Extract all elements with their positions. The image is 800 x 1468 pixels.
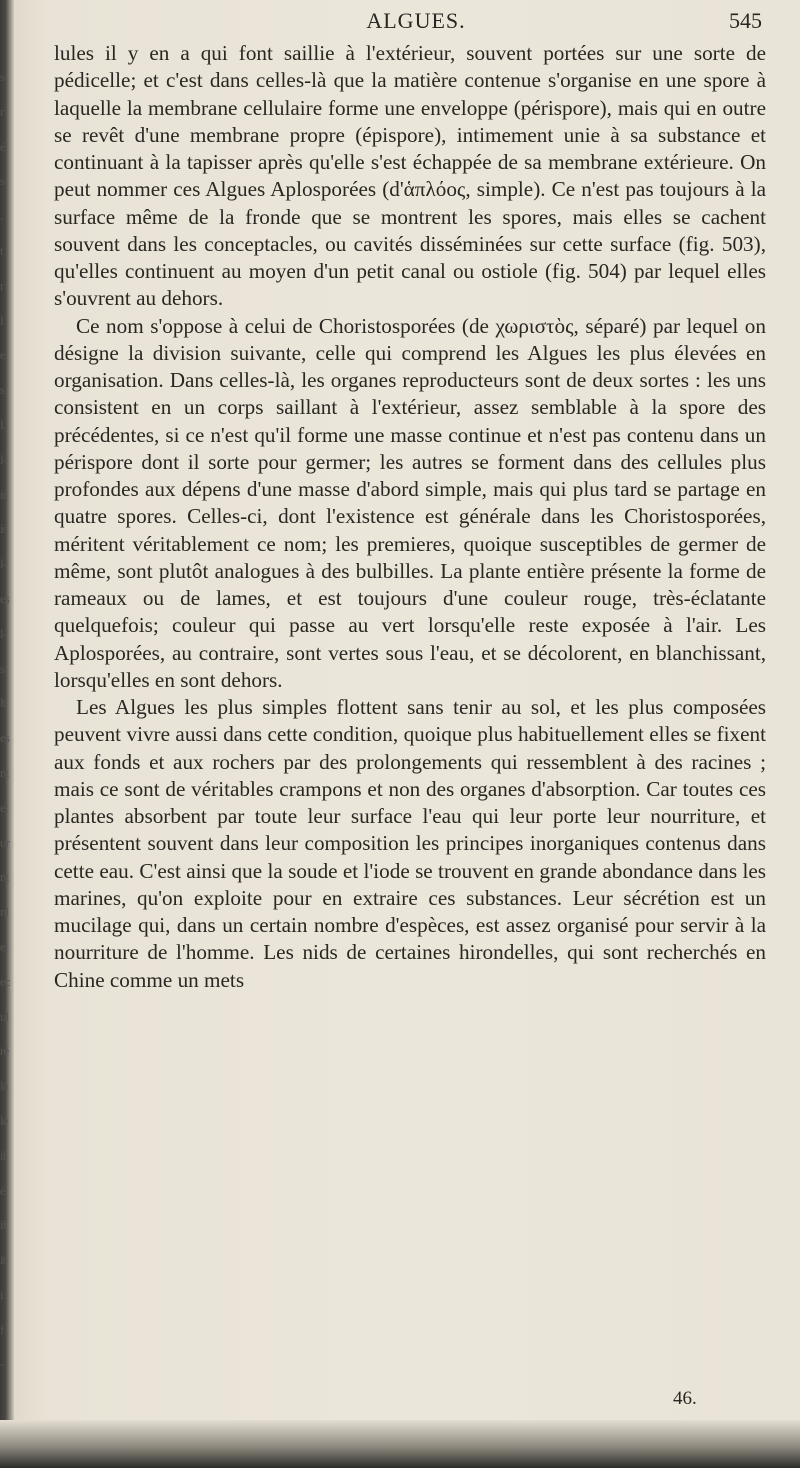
gutter-fragment: - [0, 1356, 4, 1372]
gutter-fragment: il [0, 1147, 6, 1163]
gutter-fragment: ur [0, 834, 9, 850]
paragraph-2: Ce nom s'oppose à celui de Choristosporées (de χωριστὸς, séparé) par lequel on désigne la division suivante, celle qui comprend les Algues les plus élevées en organisation. Dans celles-là, les organes reproducteurs sont de deux sortes : les uns consistent en un corps saillant à l'extérieur, assez semblable à la spore des précédentes, si ce n'est qu'il forme une masse continue et n'est pas contenu dans un périspore dont il sorte pour germer; les autres se forment dans des cellules plus profondes aux dépens d'une masse d'abord simple, mais qui plus tard se partage en quatre spores. Celles-ci, dont l'existence est générale dans les Choristosporées, méritent véritablement ce nom; les premieres, quoique susceptibles de germer de même, sont plutôt analogues à des bulbilles. La plante entière présente la forme de rameaux ou de lames, et est toujours d'une couleur rouge, très-éclatante quelquefois; couleur qui passe au vert lorsqu'elle reste exposée à l'air. Les Aplosporées, au contraire, sont vertes sous l'eau, et se décolorent, en blanchissant, lorsqu'elles en sont dehors. [54, 313, 766, 692]
gutter-fragment: is [0, 521, 7, 537]
gutter-fragment: l- [0, 556, 6, 572]
gutter-fragment: nt [0, 869, 9, 885]
gutter-fragment: es [0, 590, 9, 606]
gutter-fragment: el [0, 938, 8, 954]
running-header [70, 8, 762, 40]
signature-mark: 46. [673, 1388, 697, 1409]
paragraph-3: Les Algues les plus simples flottent sans tenir au sol, et les plus composées peuvent vivre aussi dans cette condition, quoique plus habituellement elles se fixent aux fonds et aux rochers par des prolongements qui ressemblent à des racines ; mais ce sont de véritables crampons et non des organes d'absorption. Car toutes ces plantes absorbent par toute leur surface l'eau qui leur porte leur nourriture, et présentent souvent dans leur composition les principes inorganiques contenus dans cette eau. C'est ainsi que la soude et l'iode se trouvent en grande abondance dans les marines, qu'on exploite pour en extraire ces substances. Leur sécrétion est un mucilage qui, dans un certain nombre d'espèces, est assez organisé pour servir à la nourriture de l'homme. Les nids de certaines hirondelles, qui sont recherchés en Chine comme un mets [54, 695, 766, 992]
gutter-fragment: l. [0, 416, 5, 432]
running-title: ALGUES. [366, 8, 466, 33]
gutter-fragment: nl [0, 904, 9, 920]
gutter-fragment: it [0, 1252, 6, 1268]
gutter-fragment: ul [0, 1008, 9, 1024]
gutter-fragment: e [0, 347, 5, 363]
gutter-fragment: t [0, 242, 3, 258]
gutter-fragment: l- [0, 451, 6, 467]
gutter-fragment: r [0, 103, 4, 119]
gutter-fragment: if [0, 1217, 6, 1233]
gutter-fragment: ir [0, 486, 6, 502]
gutter-fragment: s [0, 173, 5, 189]
body-text [54, 40, 766, 994]
page-number: 545 [729, 8, 762, 33]
gutter-fragment: s [0, 382, 5, 398]
gutter-fragment: et [0, 799, 8, 815]
gutter-fragment: f [0, 1321, 4, 1337]
gutter-fragment: s [0, 69, 5, 84]
gutter-fragment: i [0, 1286, 3, 1302]
gutter-fragment: es [0, 730, 9, 746]
gutter-fragment: . [0, 208, 3, 224]
gutter-fragment: nt [0, 764, 9, 780]
scan-bottom-edge [0, 1420, 800, 1468]
gutter-fragment: è [0, 1182, 5, 1198]
gutter-fragment: s. [0, 660, 7, 676]
gutter-fragment: le [0, 1112, 8, 1128]
gutter-fragment: lt [0, 695, 6, 711]
paragraph-1: lules il y en a qui font saillie à l'extérieur, souvent portées sur une sorte de pédicelle; et c'est dans celles-là que la matière contenue s'organise en une spore à laquelle la membrane cellulaire forme une enveloppe (périspore), mais qui en outre se revêt d'une membrane propre (épispore), intimement unie à sa substance et continuant à la tapisser après qu'elle s'est échappée de sa membrane extérieure. On peut nommer ces Algues Aplosporées (d'ἁπλόος, simple). Ce n'est pas toujours à la surface même de la fronde que se montrent les spores, mais elles se cachent souvent dans les conceptacles, ou cavités disséminées sur cette surface (fig. 503), qu'elles continuent au moyen d'un petit canal ou ostiole (fig. 504) par lequel elles s'ouvrent au dehors. [54, 41, 766, 311]
gutter-fragment: ec [0, 973, 10, 989]
gutter-fragment: é [0, 138, 5, 154]
gutter-fragment: ré [0, 1043, 9, 1059]
gutter-fragment: l [0, 312, 3, 328]
gutter-fragment: la [0, 1078, 8, 1094]
gutter-fragment: l- [0, 625, 6, 641]
gutter-fragment: r [0, 277, 4, 293]
facing-page-fragments [0, 60, 16, 1372]
